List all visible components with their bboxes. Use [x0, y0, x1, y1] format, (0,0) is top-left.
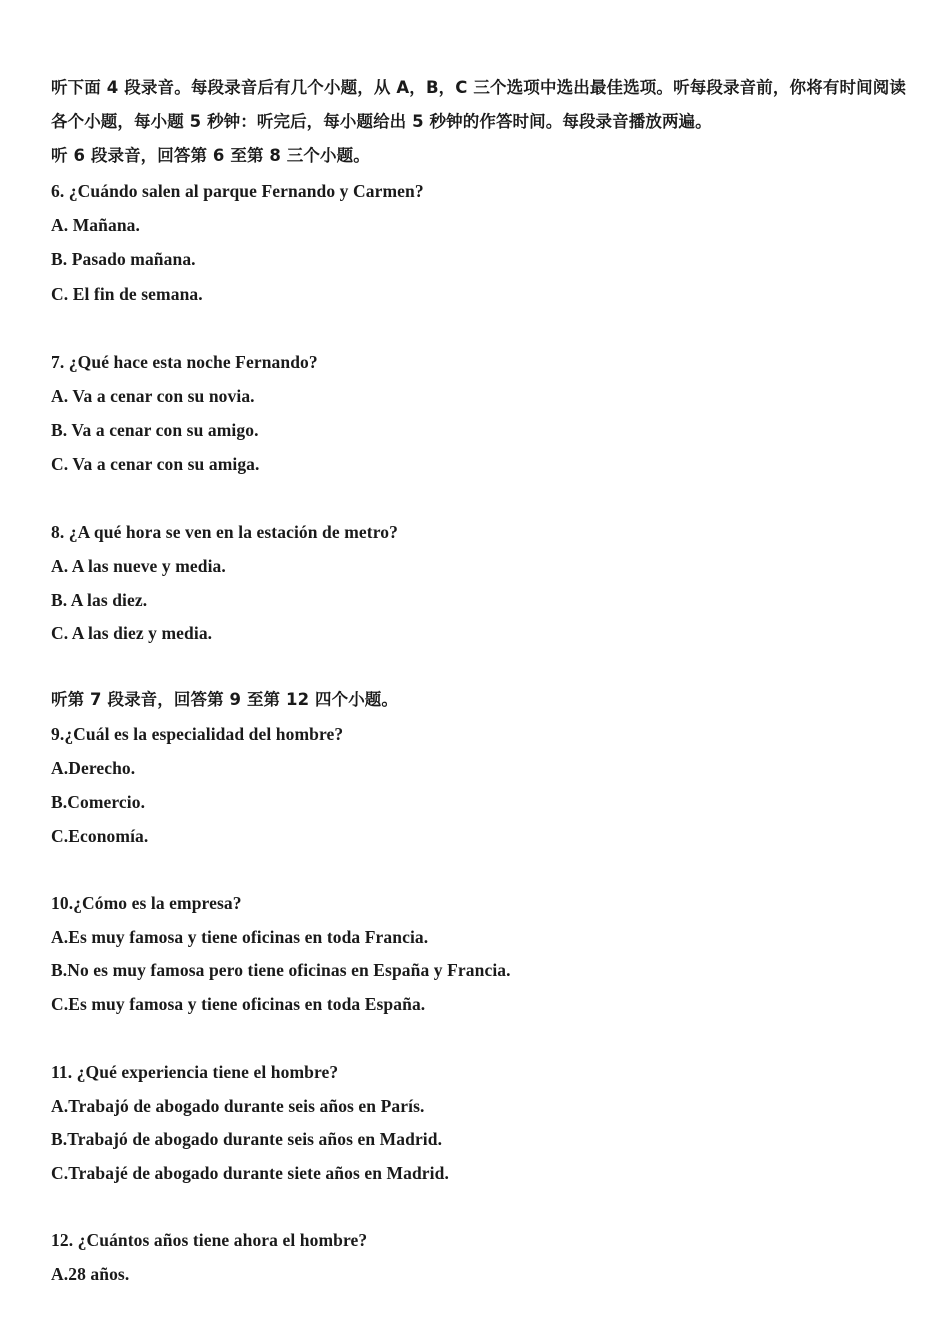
question-7-option-a: A. Va a cenar con su novia.: [51, 386, 255, 406]
question-6-stem: 6. ¿Cuándo salen al parque Fernando y Carmen?: [51, 181, 424, 201]
listening-instructions: 听下面 4 段录音。每段录音后有几个小题，从 A，B，C 三个选项中选出最佳选项。听每段录音前，你将有时间阅读各个小题，每小题 5 秒钟：听完后，每小题给出 5 秒钟的作答时间。每段录音播放两遍。: [51, 78, 906, 131]
question-11-option-b: B.Trabajó de abogado durante seis años en Madrid.: [51, 1129, 443, 1149]
question-10-option-b: B.No es muy famosa pero tiene oficinas en España y Francia.: [51, 960, 511, 980]
question-12-stem: 12. ¿Cuántos años tiene ahora el hombre?: [51, 1230, 368, 1250]
section-7-heading: 听第 7 段录音，回答第 9 至第 12 四个小题。: [51, 690, 398, 709]
question-8-option-c: C. A las diez y media.: [51, 623, 213, 643]
question-6-option-c: C. El fin de semana.: [51, 284, 203, 304]
question-7-stem: 7. ¿Qué hace esta noche Fernando?: [51, 352, 318, 372]
question-9-option-c: C.Economía.: [51, 826, 149, 846]
question-6-option-a: A. Mañana.: [51, 215, 140, 235]
section-6-heading: 听 6 段录音，回答第 6 至第 8 三个小题。: [51, 146, 370, 165]
question-11-option-a: A.Trabajó de abogado durante seis años en París.: [51, 1096, 425, 1116]
question-9-stem: 9.¿Cuál es la especialidad del hombre?: [51, 724, 344, 744]
question-8-option-b: B. A las diez.: [51, 590, 148, 610]
question-9-option-b: B.Comercio.: [51, 792, 146, 812]
question-10-option-a: A.Es muy famosa y tiene oficinas en toda Francia.: [51, 927, 429, 947]
question-12-option-a: A.28 años.: [51, 1264, 130, 1284]
question-8-stem: 8. ¿A qué hora se ven en la estación de metro?: [51, 522, 398, 542]
question-6-option-b: B. Pasado mañana.: [51, 249, 196, 269]
question-9-option-a: A.Derecho.: [51, 758, 136, 778]
question-7-option-c: C. Va a cenar con su amiga.: [51, 454, 260, 474]
question-11-stem: 11. ¿Qué experiencia tiene el hombre?: [51, 1062, 339, 1082]
question-8-option-a: A. A las nueve y media.: [51, 556, 226, 576]
question-11-option-c: C.Trabajé de abogado durante siete años en Madrid.: [51, 1163, 449, 1183]
question-10-option-c: C.Es muy famosa y tiene oficinas en toda España.: [51, 994, 426, 1014]
question-10-stem: 10.¿Cómo es la empresa?: [51, 893, 242, 913]
question-7-option-b: B. Va a cenar con su amigo.: [51, 420, 259, 440]
